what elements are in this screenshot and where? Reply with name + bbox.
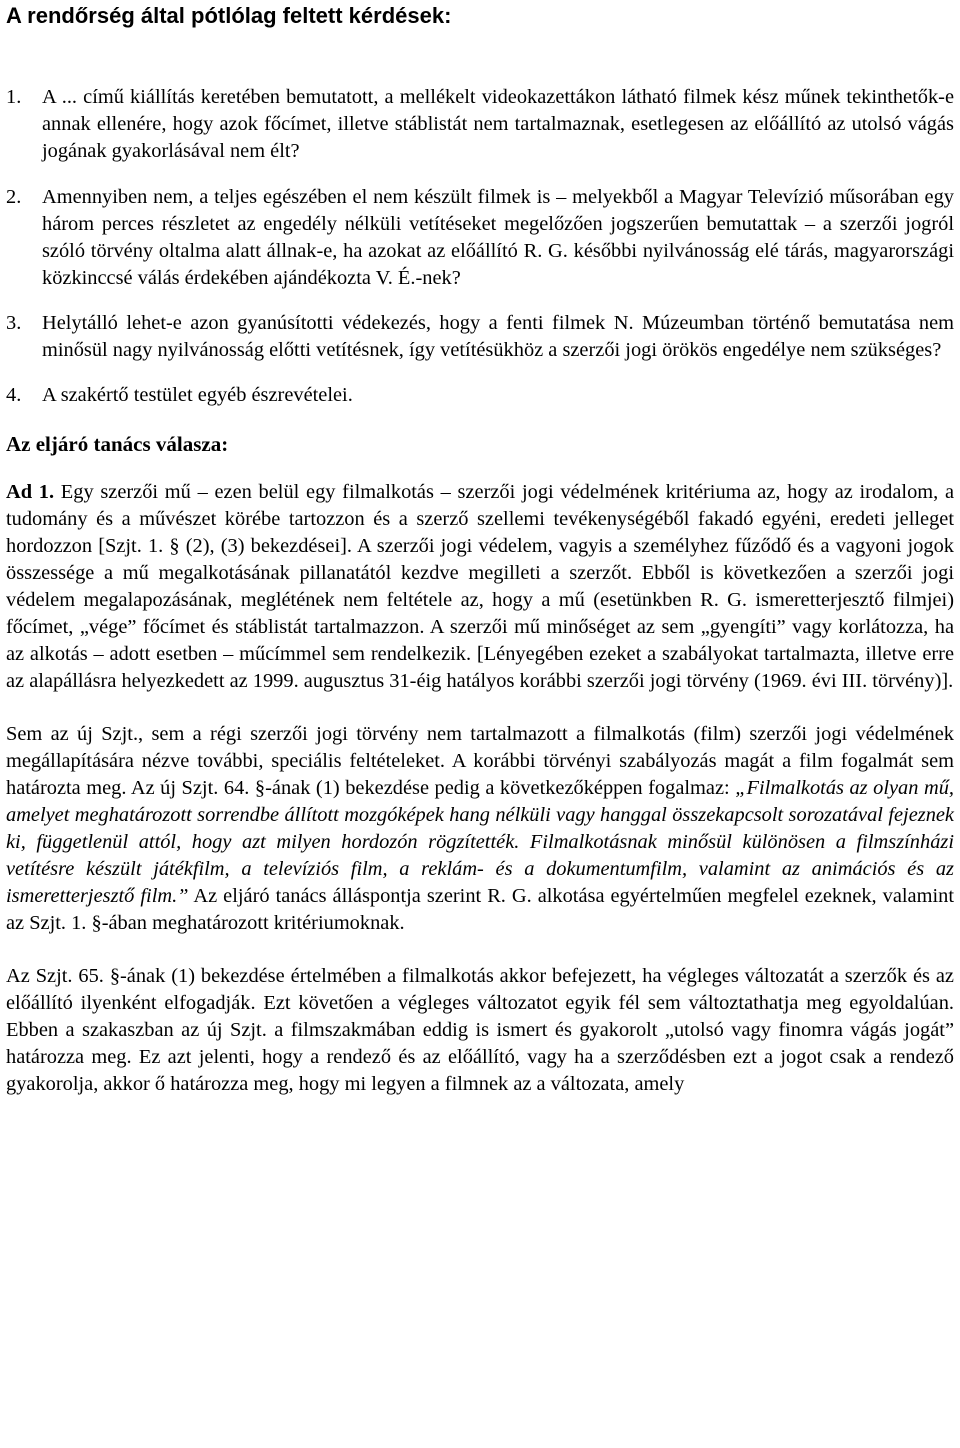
question-4 [6,382,954,409]
answer-paragraph-3 [6,963,954,1098]
question-number: 4. [6,384,22,406]
question-text: Amennyiben nem, a teljes egészében el nem készült filmek is – melyekből a Magyar Televízió műsorában egy három perces részletet az engedély nélküli vetítéseket megelőzően jogszerűen bemutattak – a szerzői jogról szóló törvény oltalma alatt állnak-e, ha azokat az előállító R. G. későbbi nyilvánosság elé tárás, magyarországi közkinccsé válás érdekében ajándékozta V. É.-nek? [42,186,954,289]
question-2 [6,184,954,292]
paragraph-text: Egy szerzői mű – ezen belül egy filmalkotás – szerzői jogi védelmének kritériuma az, hogy az irodalom, a tudomány és a művészet körébe tartozzon és a szerző szellemi tevékenységéből fakadó egyéni, eredeti jelleget hordozzon [Szjt. 1. § (2), (3) bekezdései]. A szerzői jogi védelem, vagyis a személyhez fűződő és a vagyoni jogok összessége a mű megalkotásának pillanatától kezdve megilleti a szerzőt. Ebből is következően a szerzői jogi védelem megalapozásának, meglétének nem feltétele az, hogy a mű (esetünkben R. G. ismeretterjesztő filmjei) főcímet, „vége” főcímet és stáblistát tartalmazzon. A szerzői mű minőséget az sem „gyengíti” vagy korlátozza, ha az alkotás – adott esetben – műcímmel sem rendelkezik. [Lényegében ezeket a szabályokat tartalmazta, illetve erre az alapállásra helyezkedett az 1999. augusztus 31-éig hatályos korábbi szerzői jogi törvény (1969. évi III. törvény)]. [6,481,954,692]
answer-heading: Az eljáró tanács válasza: [6,432,229,456]
question-text: Helytálló lehet-e azon gyanúsítotti védekezés, hogy a fenti filmek N. Múzeumban történő bemutatása nem minősül nagy nyilvánosság előtti vetítésnek, így vetítésükhöz a szerzői jogi örökös engedélye nem szükséges? [42,312,954,361]
answer-paragraph-2 [6,721,954,937]
answer-paragraph-1 [6,479,954,695]
page-title: A rendőrség által pótlólag feltett kérdések: [6,3,452,28]
statute-quote: „Filmalkotás az olyan mű, amelyet meghatározott sorrendbe állított mozgóképek hang nélküli vagy hanggal összekapcsolt sorozatával fejeznek ki, függetlenül attól, hogy azt milyen hordozón rögzítették. Filmalkotásnak minősül különösen a filmszínházi vetítésre készült játékfilm, a televíziós film, a reklám- és a dokumentumfilm, valamint az animációs és az ismeretterjesztő film.” [6,777,954,907]
paragraph-text: Az Szjt. 65. §-ának (1) bekezdése értelmében a filmalkotás akkor befejezett, ha végleges változatát a szerzők és az előállító ilyenként elfogadják. Ezt követően a végleges változatot egyik fél sem változtathatja meg egyoldalúan. Ebben a szakaszban az új Szjt. a filmszakmában eddig is ismert és gyakorolt „utolsó vagy finomra vágás jogát” határozza meg. Ez azt jelenti, hogy a rendező és az előállító, vagy ha a szerződésben ezt a jogot csak a rendező gyakorolja, akkor ő határozza meg, hogy mi legyen a filmnek az a változata, amely [6,965,954,1095]
question-text: A ... című kiállítás keretében bemutatott, a mellékelt videokazettákon látható filmek kész műnek tekinthetők-e annak ellenére, hogy azok főcímet, illetve stáblistát nem tartalmaznak, esetlegesen az előállító az utolsó vágás jogának gyakorlásával nem élt? [42,86,954,162]
question-1 [6,84,954,165]
paragraph-text: Az eljáró tanács álláspontja szerint R. G. alkotása egyértelműen megfelel ezeknek, valamint az Szjt. 1. §-ában meghatározott kritériumoknak. [6,885,954,934]
question-number: 3. [6,312,22,334]
question-text: A szakértő testület egyéb észrevételei. [42,384,353,406]
question-number: 2. [6,186,22,208]
document-page [6,0,954,1098]
question-number: 1. [6,86,22,108]
question-3 [6,310,954,364]
paragraph-text: Sem az új Szjt., sem a régi szerzői jogi törvény nem tartalmazott a filmalkotás (film) szerzői jogi védelmének megállapítására nézve további, speciális feltételeket. A korábbi törvényi szabályozás magát a film fogalmát sem határozta meg. Az új Szjt. 64. §-ának (1) bekezdése pedig a következőképpen fogalmaz: [6,723,954,799]
answer-label: Ad 1. [6,481,55,503]
